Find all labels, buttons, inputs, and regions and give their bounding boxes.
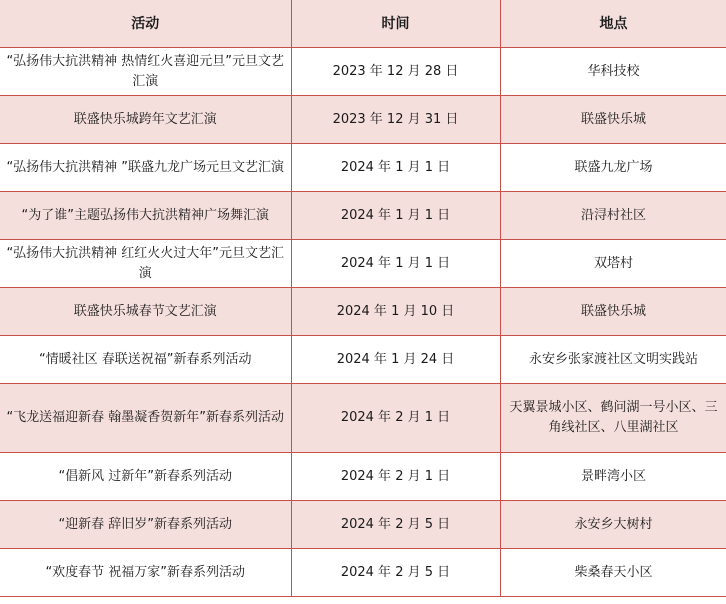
cell-time: 2024 年 1 月 1 日 <box>291 240 500 288</box>
cell-location: 华科技校 <box>500 48 726 96</box>
cell-activity: “倡新风 过新年”新春系列活动 <box>0 453 291 501</box>
cell-time: 2024 年 1 月 1 日 <box>291 144 500 192</box>
cell-time: 2023 年 12 月 31 日 <box>291 96 500 144</box>
table-row <box>0 453 726 501</box>
cell-location: 联盛快乐城 <box>500 96 726 144</box>
cell-time: 2023 年 12 月 28 日 <box>291 48 500 96</box>
table-row <box>0 192 726 240</box>
header-activity: 活动 <box>0 0 291 48</box>
table-row <box>0 96 726 144</box>
table-row <box>0 384 726 453</box>
cell-location: 联盛快乐城 <box>500 288 726 336</box>
cell-location: 沿浔村社区 <box>500 192 726 240</box>
cell-activity: “为了谁”主题弘扬伟大抗洪精神广场舞汇演 <box>0 192 291 240</box>
table-row <box>0 501 726 549</box>
cell-time: 2024 年 1 月 10 日 <box>291 288 500 336</box>
cell-activity: “情暖社区 春联送祝福”新春系列活动 <box>0 336 291 384</box>
table-row <box>0 240 726 288</box>
cell-activity: 联盛快乐城跨年文艺汇演 <box>0 96 291 144</box>
cell-activity: “弘扬伟大抗洪精神 红红火火过大年”元旦文艺汇演 <box>0 240 291 288</box>
table-row <box>0 144 726 192</box>
cell-time: 2024 年 1 月 24 日 <box>291 336 500 384</box>
cell-activity: “迎新春 辞旧岁”新春系列活动 <box>0 501 291 549</box>
table-row <box>0 549 726 597</box>
table-header-row <box>0 0 726 48</box>
cell-time: 2024 年 2 月 1 日 <box>291 453 500 501</box>
table-row <box>0 336 726 384</box>
cell-location: 双塔村 <box>500 240 726 288</box>
cell-location: 永安乡张家渡社区文明实践站 <box>500 336 726 384</box>
table-row <box>0 48 726 96</box>
cell-location: 天翼景城小区、鹤问湖一号小区、三角线社区、八里湖社区 <box>500 384 726 453</box>
cell-activity: “弘扬伟大抗洪精神 热情红火喜迎元旦”元旦文艺汇演 <box>0 48 291 96</box>
header-location: 地点 <box>500 0 726 48</box>
cell-activity: “欢度春节 祝福万家”新春系列活动 <box>0 549 291 597</box>
cell-activity: “弘扬伟大抗洪精神 ”联盛九龙广场元旦文艺汇演 <box>0 144 291 192</box>
cell-time: 2024 年 2 月 5 日 <box>291 501 500 549</box>
cell-time: 2024 年 2 月 1 日 <box>291 384 500 453</box>
cell-time: 2024 年 1 月 1 日 <box>291 192 500 240</box>
cell-location: 永安乡大树村 <box>500 501 726 549</box>
header-time: 时间 <box>291 0 500 48</box>
cell-activity: 联盛快乐城春节文艺汇演 <box>0 288 291 336</box>
cell-location: 柴桑春天小区 <box>500 549 726 597</box>
cell-location: 景畔湾小区 <box>500 453 726 501</box>
cell-activity: “飞龙送福迎新春 翰墨凝香贺新年”新春系列活动 <box>0 384 291 453</box>
cell-time: 2024 年 2 月 5 日 <box>291 549 500 597</box>
cell-location: 联盛九龙广场 <box>500 144 726 192</box>
table-row <box>0 288 726 336</box>
